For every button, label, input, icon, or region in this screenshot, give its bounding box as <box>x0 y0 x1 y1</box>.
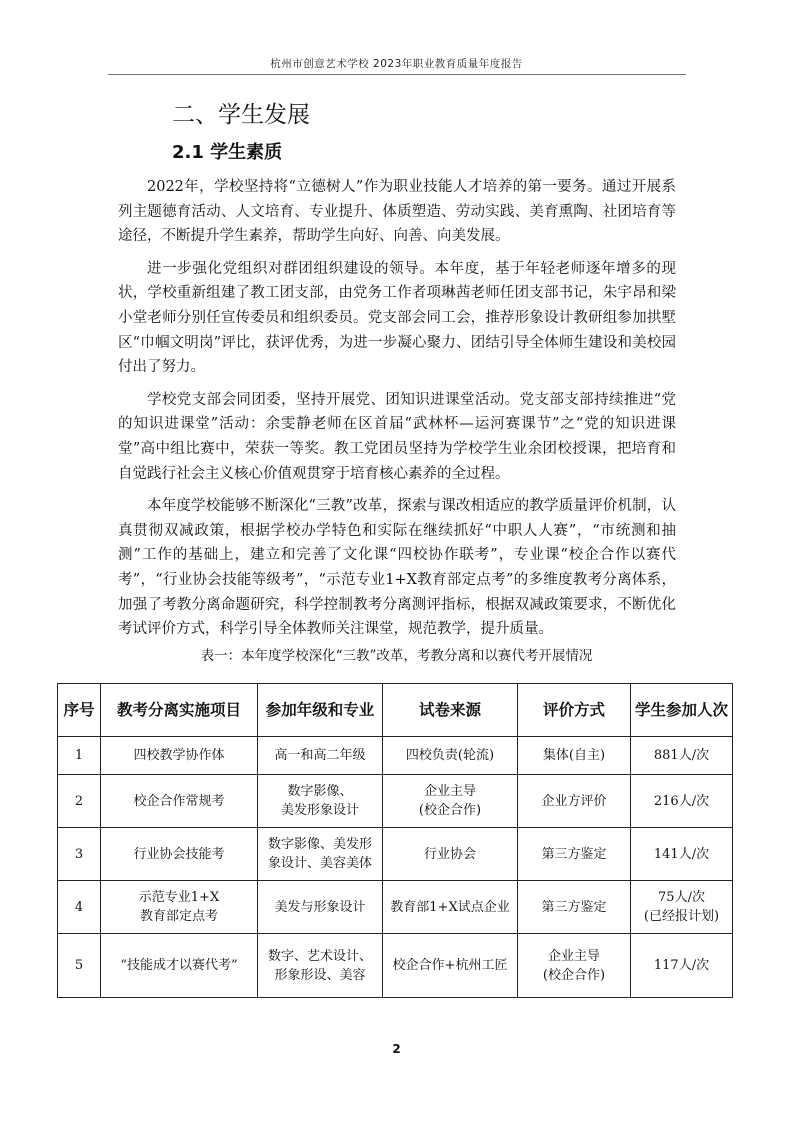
table-row <box>58 737 733 775</box>
table-cell: 企业主导 (校企合作) <box>518 934 631 998</box>
table-cell: 75人/次 (已经报计划) <box>631 881 733 934</box>
column-header: 评价方式 <box>518 684 631 737</box>
header-divider <box>108 74 686 75</box>
table-cell: 3 <box>58 828 101 881</box>
paragraph: 进一步强化党组织对群团组织建设的领导。本年度，基于年轻老师逐年增多的现状，学校重新组建了教工团支部，由党务工作者项琳茜老师任团支部书记，朱宇昂和梁小堂老师分别任宣传委员和组织委员。党支部会同工会，推荐形象设计教研组参加拱墅区“巾帼文明岗”评比，获评优秀，为进一步凝心聚力、团结引导全体师生建设和美校园付出了努力。 <box>118 260 676 376</box>
table-cell: 216人/次 <box>631 775 733 828</box>
table-cell: 第三方鉴定 <box>518 828 631 881</box>
table-cell: 4 <box>58 881 101 934</box>
table-cell: 数字影像、美发形 象设计、美容美体 <box>258 828 383 881</box>
table-cell: 117人/次 <box>631 934 733 998</box>
table-cell: 高一和高二年级 <box>258 737 383 775</box>
table-header-row <box>58 684 733 737</box>
table-cell: 美发与形象设计 <box>258 881 383 934</box>
table-cell: 数字影像、 美发形象设计 <box>258 775 383 828</box>
table-cell: 1 <box>58 737 101 775</box>
table-caption: 表一：本年度学校深化“三教”改革，考教分离和以赛代考开展情况 <box>200 648 593 664</box>
running-header: 杭州市创意艺术学校 2023年职业教育质量年度报告 <box>270 58 523 70</box>
table-cell: 第三方鉴定 <box>518 881 631 934</box>
table-row <box>58 934 733 998</box>
column-header: 试卷来源 <box>383 684 518 737</box>
paragraph: 本年度学校能够不断深化“三教”改革，探索与课改相适应的教学质量评价机制，认真贯彻双减政策，根据学校办学特色和实际在继续抓好“中职人人赛”，“市统测和抽测”工作的基础上，建立和完善了文化课“四校协作联考”，专业课“校企合作以赛代考”，“行业协会技能等级考”，“示范专业1+X教育部定点考”的多维度教考分离体系，加强了考教分离命题研究，科学控制教考分离测评指标，根据双减政策要求，不断优化考试评价方式，科学引导全体教师关注课堂，规范教学，提升质量。 <box>118 498 676 638</box>
table-cell: 行业协会 <box>383 828 518 881</box>
table-cell: 示范专业1+X 教育部定点考 <box>101 881 258 934</box>
table-cell: 行业协会技能考 <box>101 828 258 881</box>
column-header: 序号 <box>58 684 101 737</box>
table-row <box>58 828 733 881</box>
column-header: 教考分离实施项目 <box>101 684 258 737</box>
paragraph: 2022年，学校坚持将“立德树人”作为职业技能人才培养的第一要务。通过开展系列主题德育活动、人文培育、专业提升、体质塑造、劳动实践、美育熏陶、社团培育等途径，不断提升学生素养，帮助学生向好、向善、向美发展。 <box>118 179 676 245</box>
column-header: 学生参加人次 <box>631 684 733 737</box>
table-cell: 教育部1+X试点企业 <box>383 881 518 934</box>
table-cell: 881人/次 <box>631 737 733 775</box>
table-cell: 数字、艺术设计、 形象形设、美容 <box>258 934 383 998</box>
section-title: 二、学生发展 <box>172 102 310 128</box>
body-text <box>118 175 676 650</box>
table-cell: “技能成才以赛代考” <box>101 934 258 998</box>
table-row <box>58 775 733 828</box>
table-cell: 2 <box>58 775 101 828</box>
table-cell: 5 <box>58 934 101 998</box>
subsection-title: 2.1 学生素质 <box>172 142 283 163</box>
table-cell: 企业方评价 <box>518 775 631 828</box>
page-number: 2 <box>392 1042 401 1056</box>
column-header: 参加年级和专业 <box>258 684 383 737</box>
table-cell: 四校教学协作体 <box>101 737 258 775</box>
table-cell: 141人/次 <box>631 828 733 881</box>
paragraph: 学校党支部会同团委，坚持开展党、团知识进课堂活动。党支部支部持续推进“党的知识进课堂”活动：余雯静老师在区首届“武林杯—运河赛课节”之“党的知识进课堂”高中组比赛中，荣获一等奖。教工党团员坚持为学校学生业余团校授课，把培育和自觉践行社会主义核心价值观贯穿于培育核心素养的全过程。 <box>118 391 676 482</box>
table-cell: 校企合作常规考 <box>101 775 258 828</box>
table-row <box>58 881 733 934</box>
exam-separation-table <box>57 683 733 998</box>
table-cell: 企业主导 (校企合作) <box>383 775 518 828</box>
table-cell: 集体(自主) <box>518 737 631 775</box>
table-cell: 四校负责(轮流) <box>383 737 518 775</box>
table-cell: 校企合作+杭州工匠 <box>383 934 518 998</box>
